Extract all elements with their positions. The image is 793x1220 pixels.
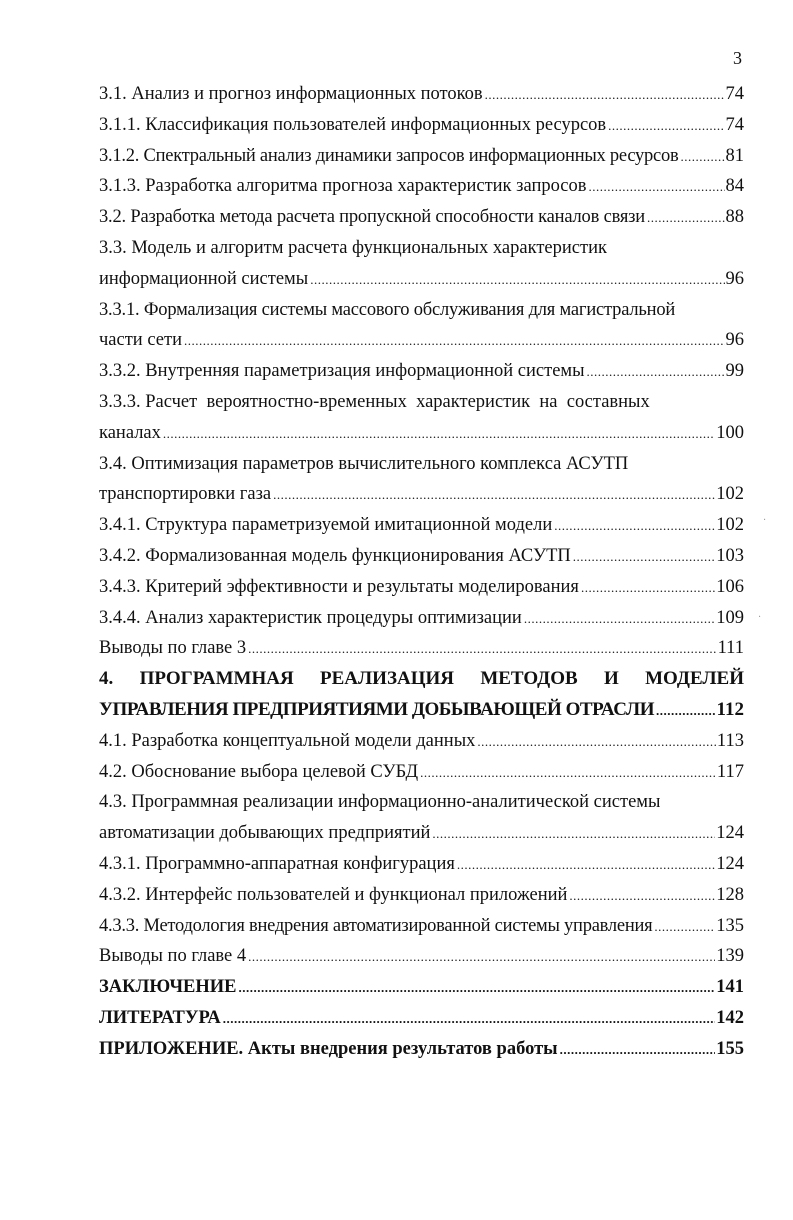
toc-entry-page: 81 bbox=[725, 145, 744, 166]
dot-leader bbox=[477, 727, 716, 757]
toc-chapter-4[interactable] bbox=[99, 695, 744, 726]
toc-entry-3-4[interactable] bbox=[99, 479, 744, 510]
dot-leader bbox=[223, 1004, 716, 1034]
dot-leader bbox=[163, 419, 715, 449]
dot-leader bbox=[681, 142, 725, 172]
toc-entry-4-3-2[interactable] bbox=[99, 880, 744, 911]
toc-entry-title: информационной системы bbox=[99, 268, 309, 289]
toc-entry-title: 4.1. Разработка концептуальной модели данных bbox=[99, 730, 476, 751]
toc-entry-3-3-1[interactable] bbox=[99, 325, 744, 356]
toc-entry-page: 117 bbox=[716, 761, 744, 782]
toc-entry-4-2[interactable] bbox=[99, 757, 744, 788]
toc-entry-title: 4.2. Обоснование выбора целевой СУБД bbox=[99, 761, 419, 782]
toc-entry-title: 3.4.2. Формализованная модель функционирования АСУТП bbox=[99, 545, 571, 566]
toc-entry-3-1-2[interactable] bbox=[99, 141, 744, 172]
toc-entry-chapter4-conclusions[interactable] bbox=[99, 941, 744, 972]
toc-entry-3-3-3-line1[interactable]: 3.3.3. Расчет вероятностно-временных характеристик на составных bbox=[99, 391, 650, 412]
dot-leader bbox=[587, 357, 725, 387]
toc-entry-page: 109 bbox=[716, 607, 744, 628]
toc-entry-3-4-2[interactable] bbox=[99, 541, 744, 572]
toc-chapter-4-line1[interactable]: 4. ПРОГРАММНАЯ РЕАЛИЗАЦИЯ МЕТОДОВ И МОДЕЛЕЙ bbox=[99, 668, 744, 690]
toc-entry-title: 4.3.3. Методология внедрения автоматизированной системы управления bbox=[99, 915, 653, 936]
dot-leader bbox=[420, 758, 716, 788]
toc-entry-page: 84 bbox=[725, 176, 744, 197]
toc-entry-appendix[interactable] bbox=[99, 1034, 744, 1065]
dot-leader bbox=[560, 1035, 716, 1065]
toc-entry-title: Выводы по главе 4 bbox=[99, 946, 247, 967]
toc-entry-page: 74 bbox=[725, 114, 744, 135]
toc-entry-3-4-3[interactable] bbox=[99, 572, 744, 603]
toc-entry-page: 124 bbox=[716, 823, 744, 844]
toc-entry-page: 103 bbox=[716, 545, 744, 566]
toc-entry-page: 74 bbox=[725, 84, 744, 104]
toc-entry-4-3-3[interactable] bbox=[99, 911, 744, 942]
dot-leader bbox=[554, 511, 715, 541]
toc-entry-title: 3.1.1. Классификация пользователей информационных ресурсов bbox=[99, 114, 607, 135]
dot-leader bbox=[656, 696, 716, 726]
toc-entry-page: 113 bbox=[716, 730, 744, 751]
dot-leader bbox=[524, 604, 715, 634]
dot-leader bbox=[608, 111, 724, 141]
dot-leader bbox=[589, 172, 725, 202]
dot-leader bbox=[239, 973, 716, 1003]
toc-entry-title: 3.3.2. Внутренняя параметризация информационной системы bbox=[99, 361, 585, 382]
toc-entry-page: 96 bbox=[725, 330, 744, 351]
toc-entry-3-4-line1[interactable]: 3.4. Оптимизация параметров вычислительного комплекса АСУТП bbox=[99, 453, 629, 474]
toc-entry-3-3-3[interactable] bbox=[99, 418, 744, 449]
toc-entry-3-1-3[interactable] bbox=[99, 171, 744, 202]
toc-entry-title: 3.4.3. Критерий эффективности и результаты моделирования bbox=[99, 576, 579, 597]
toc-entry-3-1[interactable] bbox=[99, 79, 744, 110]
toc-entry-3-3-line1[interactable]: 3.3. Модель и алгоритм расчета функциональных характеристик bbox=[99, 237, 607, 258]
toc-entry-title: 3.1.2. Спектральный анализ динамики запросов информационных ресурсов bbox=[99, 145, 679, 166]
toc-entry-page: 112 bbox=[716, 698, 744, 720]
dot-leader bbox=[573, 542, 715, 572]
toc-entry-page: 135 bbox=[716, 915, 744, 936]
dot-leader bbox=[569, 881, 715, 911]
toc-entry-title: каналах bbox=[99, 422, 161, 443]
toc-entry-chapter3-conclusions[interactable] bbox=[99, 633, 744, 664]
dot-leader bbox=[647, 203, 725, 233]
toc-entry-title: УПРАВЛЕНИЯ ПРЕДПРИЯТИЯМИ ДОБЫВАЮЩЕЙ ОТРАСЛИ bbox=[99, 698, 655, 720]
dot-leader bbox=[248, 942, 715, 972]
toc-entry-title: ЗАКЛЮЧЕНИЕ bbox=[99, 977, 237, 998]
toc-entry-page: 128 bbox=[716, 884, 744, 905]
toc-entry-title: 3.4.1. Структура параметризуемой имитационной модели bbox=[99, 515, 553, 536]
toc-entry-conclusion[interactable] bbox=[99, 972, 744, 1003]
toc-entry-title: 3.2. Разработка метода расчета пропускной способности каналов связи bbox=[99, 207, 645, 228]
toc-entry-page: 139 bbox=[716, 946, 744, 967]
toc-entry-title: ПРИЛОЖЕНИЕ. Акты внедрения результатов работы bbox=[99, 1038, 558, 1059]
toc-entry-page: 124 bbox=[716, 853, 744, 874]
toc-entry-title: 3.4.4. Анализ характеристик процедуры оптимизации bbox=[99, 607, 522, 628]
toc-entry-page: 102 bbox=[716, 484, 744, 505]
toc-entry-title: части сети bbox=[99, 330, 182, 351]
page-number: 3 bbox=[733, 48, 742, 68]
dot-leader bbox=[457, 850, 715, 880]
dot-leader bbox=[654, 912, 715, 942]
toc-entry-title: 4.3.1. Программно-аппаратная конфигурация bbox=[99, 853, 455, 874]
toc-entry-page: 99 bbox=[725, 361, 744, 382]
toc-entry-page: 88 bbox=[725, 207, 744, 228]
dot-leader bbox=[432, 819, 715, 849]
toc-entry-page: 100 bbox=[716, 422, 744, 443]
toc-entry-3-3-1-line1[interactable]: 3.3.1. Формализация системы массового обслуживания для магистральной bbox=[99, 299, 676, 320]
dot-leader bbox=[273, 480, 715, 510]
toc-entry-title: 3.1. Анализ и прогноз информационных потоков bbox=[99, 84, 483, 104]
toc-entry-title: ЛИТЕРАТУРА bbox=[99, 1007, 221, 1028]
toc-entry-title: автоматизации добывающих предприятий bbox=[99, 823, 431, 844]
toc-entry-4-1[interactable] bbox=[99, 726, 744, 757]
toc-entry-3-1-1[interactable] bbox=[99, 110, 744, 141]
toc-entry-4-3-1[interactable] bbox=[99, 849, 744, 880]
toc-entry-page: 102 bbox=[716, 515, 744, 536]
toc-entry-3-3-2[interactable] bbox=[99, 356, 744, 387]
toc-entry-page: 141 bbox=[716, 977, 744, 998]
toc-entry-4-3[interactable] bbox=[99, 818, 744, 849]
toc-entry-title: транспортировки газа bbox=[99, 484, 272, 505]
dot-leader bbox=[581, 573, 715, 603]
dot-leader bbox=[248, 634, 716, 664]
toc-entry-page: 96 bbox=[725, 268, 744, 289]
table-of-contents bbox=[99, 79, 744, 1065]
dot-leader bbox=[485, 80, 725, 110]
toc-entry-literature[interactable] bbox=[99, 1003, 744, 1034]
toc-entry-title: 3.1.3. Разработка алгоритма прогноза характеристик запросов bbox=[99, 176, 587, 197]
margin-mark: · bbox=[763, 515, 767, 526]
dot-leader bbox=[184, 326, 725, 356]
dot-leader bbox=[310, 265, 724, 295]
toc-entry-page: 155 bbox=[716, 1038, 744, 1059]
toc-entry-title: Выводы по главе 3 bbox=[99, 638, 247, 659]
toc-entry-3-4-1[interactable] bbox=[99, 510, 744, 541]
margin-mark: · bbox=[758, 612, 762, 623]
toc-entry-title: 4.3.2. Интерфейс пользователей и функционал приложений bbox=[99, 884, 568, 905]
toc-entry-3-2[interactable] bbox=[99, 202, 744, 233]
toc-entry-page: 142 bbox=[716, 1007, 744, 1028]
toc-entry-3-4-4[interactable] bbox=[99, 603, 744, 634]
toc-entry-page: 106 bbox=[716, 576, 744, 597]
toc-entry-4-3-line1[interactable]: 4.3. Программная реализации информационно-аналитической системы bbox=[99, 792, 661, 813]
toc-entry-3-3[interactable] bbox=[99, 264, 744, 295]
toc-entry-page: 111 bbox=[717, 638, 744, 659]
